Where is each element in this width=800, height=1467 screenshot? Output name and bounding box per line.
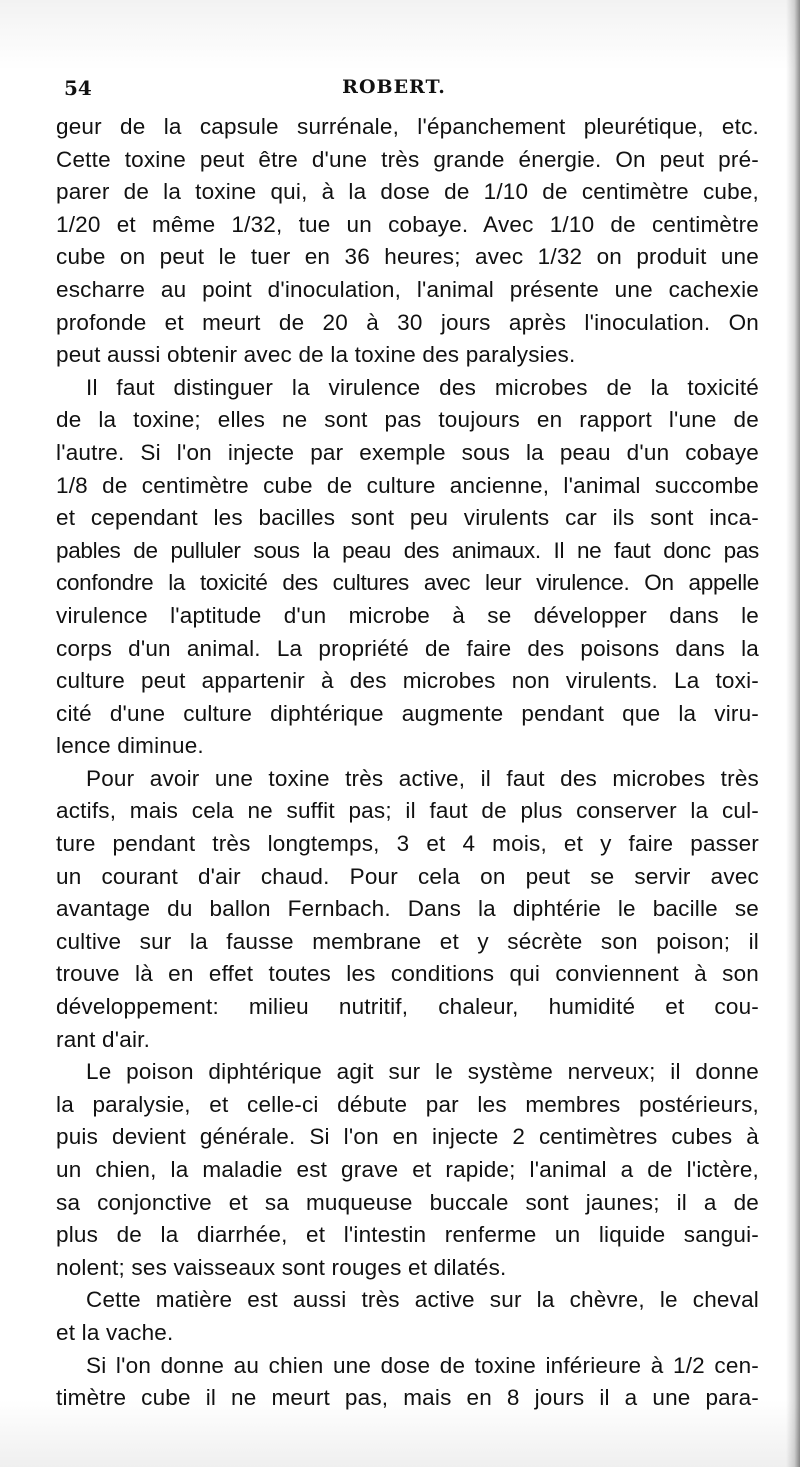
text-line: profonde et meurt de 20 à 30 jours après l'inoculation. On [56,309,759,335]
page-number: 54 [64,76,92,100]
body-text [56,111,759,1415]
text-line: timètre cube il ne meurt pas, mais en 8 jours il a une para- [56,1385,759,1411]
text-line: Cette toxine peut être d'une très grande énergie. On peut pré- [56,146,759,172]
text-line: cultive sur la fausse membrane et y sécrète son poison; il [56,928,759,954]
text-line: de la toxine; elles ne sont pas toujours en rapport l'une de [56,407,759,433]
text-line: et cependant les bacilles sont peu virulents car ils sont inca- [56,505,759,531]
text-line: avantage du ballon Fernbach. Dans la diphtérie le bacille se [56,896,759,922]
text-line: 1/8 de centimètre cube de culture ancienne, l'animal succombe [56,472,759,498]
text-line: Le poison diphtérique agit sur le système nerveux; il donne [86,1059,759,1085]
page-edge-shadow [786,0,800,1467]
text-line: virulence l'aptitude d'un microbe à se développer dans le [56,602,759,628]
text-line: Pour avoir une toxine très active, il faut des microbes très [86,765,759,791]
text-line: trouve là en effet toutes les conditions qui conviennent à son [56,961,759,987]
text-line: actifs, mais cela ne suffit pas; il faut de plus conserver la cul- [56,798,759,824]
text-line: confondre la toxicité des cultures avec leur virulence. On appelle [56,570,759,596]
text-line: un courant d'air chaud. Pour cela on peut se servir avec [56,863,759,889]
text-line: cube on peut le tuer en 36 heures; avec 1/32 on produit une [56,244,759,270]
text-line: puis devient générale. Si l'on en injecte 2 centimètres cubes à [56,1124,759,1150]
text-line: Cette matière est aussi très active sur la chèvre, le cheval [86,1287,759,1313]
text-line: lence diminue. [56,733,204,759]
text-line: un chien, la maladie est grave et rapide; l'animal a de l'ictère, [56,1157,759,1182]
text-line: rant d'air. [56,1026,151,1052]
text-line: développement: milieu nutritif, chaleur, humidité et cou- [56,994,759,1020]
page-header [64,76,724,102]
text-line: culture peut appartenir à des microbes non virulents. La toxi- [56,668,759,694]
text-line: sa conjonctive et sa muqueuse buccale sont jaunes; il a de [56,1189,759,1215]
text-line: nolent; ses vaisseaux sont rouges et dilatés. [56,1254,507,1280]
running-head: ROBERT. [342,76,446,98]
text-line: pables de pulluler sous la peau des animaux. Il ne faut donc pas [56,537,759,563]
text-line: plus de la diarrhée, et l'intestin renferme un liquide sangui- [56,1222,759,1248]
text-line: parer de la toxine qui, à la dose de 1/10 de centimètre cube, [56,179,759,205]
text-line: Il faut distinguer la virulence des microbes de la toxicité [86,374,759,400]
text-line: la paralysie, et celle-ci débute par les membres postérieurs, [56,1091,759,1117]
text-line: geur de la capsule surrénale, l'épanchement pleurétique, etc. [56,114,759,139]
text-line: l'autre. Si l'on injecte par exemple sous la peau d'un cobaye [56,439,759,465]
text-line: cité d'une culture diphtérique augmente pendant que la viru- [56,700,759,726]
text-line: corps d'un animal. La propriété de faire des poisons dans la [56,635,759,661]
text-line: Si l'on donne au chien une dose de toxine inférieure à 1/2 cen- [86,1352,759,1378]
text-line: peut aussi obtenir avec de la toxine des paralysies. [56,342,576,368]
text-line: 1/20 et même 1/32, tue un cobaye. Avec 1/10 de centimètre [56,211,759,237]
text-line: et la vache. [56,1319,174,1345]
text-line: escharre au point d'inoculation, l'animal présente une cachexie [56,276,759,302]
text-line: ture pendant très longtemps, 3 et 4 mois, et y faire passer [56,831,759,857]
